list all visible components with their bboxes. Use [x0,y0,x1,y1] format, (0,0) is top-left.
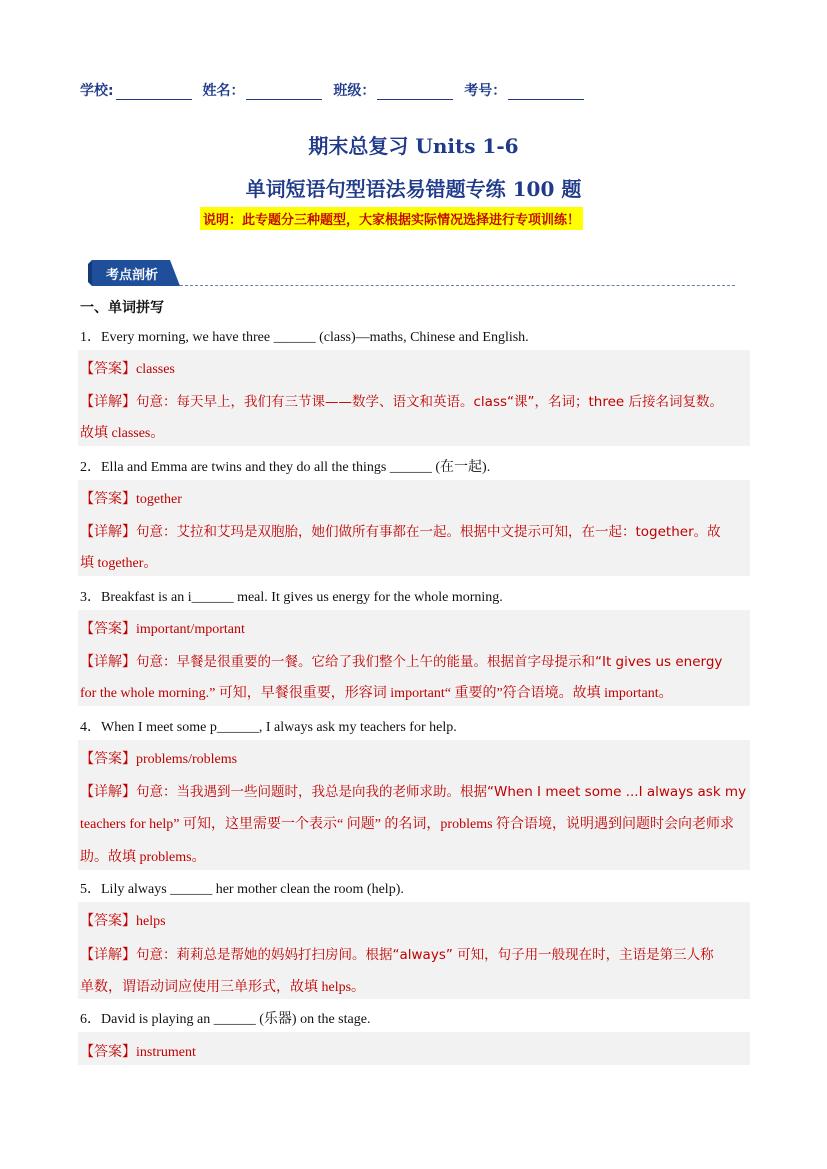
question-2: 2．Ella and Emma are twins and they do all the things ______ (在一起). [80,460,491,475]
question-3: 3．Breakfast is an i______ meal. It gives us energy for the whole morning. [80,590,503,605]
school-blank[interactable] [116,84,192,100]
explanation-text: 句意：莉莉总是帮她的妈妈打扫房间。根据“always” 可知，句子用一般现在时，主语是第三人称 [136,947,714,963]
answer-2 [80,488,182,508]
name-blank[interactable] [246,84,322,100]
question-4: 4．When I meet some p______, I always ask my teachers for help. [80,720,457,735]
school-label: 学校: [80,83,114,99]
explanation-2-line-2: 填 together。 [80,556,158,571]
section-divider [180,285,735,286]
answer-1 [80,358,175,378]
answer-5 [80,910,166,930]
explanation-1-line-1 [80,390,723,411]
explanation-tag: 【详解】 [80,784,136,800]
explanation-4-line-2: teachers for help” 可知，这里需要一个表示“ 问题” 的名词，problems 符合语境，说明遇到问题时会向老师求 [80,817,735,832]
question-5: 5．Lily always ______ her mother clean the room (help). [80,882,404,897]
class-blank[interactable] [377,84,453,100]
explanation-3-line-1 [80,650,722,671]
explanation-2-line-1 [80,520,721,541]
explanation-5-line-1 [80,943,714,964]
instruction-note: 说明：此专题分三种题型，大家根据实际情况选择进行专项训练！ [200,207,583,230]
answer-value: problems/roblems [136,752,238,767]
page-title: 期末总复习 Units 1-6 [308,134,519,158]
answer-tag: 【答案】 [80,361,136,377]
explanation-1-line-2: 故填 classes。 [80,426,165,441]
exam-number-label: 考号： [464,83,507,99]
explanation-text: 句意：早餐是很重要的一餐。它给了我们整个上午的能量。根据首字母提示和“It gives us energy [136,654,723,670]
question-6: 6．David is playing an ______ (乐器) on the stage. [80,1012,371,1027]
answer-3 [80,618,245,638]
section-tab [88,258,180,286]
exam-number-blank[interactable] [508,84,584,100]
explanation-text: 句意：艾拉和艾玛是双胞胎，她们做所有事都在一起。根据中文提示可知，在一起：together。故 [136,524,721,540]
answer-value: helps [136,914,166,929]
answer-tag: 【答案】 [80,491,136,507]
answer-value: instrument [136,1045,196,1060]
answer-tag: 【答案】 [80,1044,136,1060]
explanation-text: 句意：每天早上，我们有三节课——数学、语文和英语。class“课”，名词；three 后接名词复数。 [136,394,724,410]
question-1: 1．Every morning, we have three ______ (class)—maths, Chinese and English. [80,330,529,345]
section-heading: 一、单词拼写 [80,300,164,316]
explanation-tag: 【详解】 [80,394,136,410]
answer-value: together [136,492,182,507]
student-info-line [80,80,590,100]
explanation-tag: 【详解】 [80,654,136,670]
class-label: 班级： [333,83,376,99]
answer-value: important/mportant [136,622,245,637]
answer-tag: 【答案】 [80,751,136,767]
answer-tag: 【答案】 [80,913,136,929]
answer-tag: 【答案】 [80,621,136,637]
section-tab-label: 考点剖析 [106,268,159,283]
page-subtitle: 单词短语句型语法易错题专练 100 题 [245,177,582,201]
explanation-4-line-1 [80,780,746,801]
explanation-text: 句意：当我遇到一些问题时，我总是向我的老师求助。根据“When I meet some ...I always ask my [136,784,747,800]
explanation-tag: 【详解】 [80,524,136,540]
explanation-tag: 【详解】 [80,947,136,963]
explanation-4-line-3: 助。故填 problems。 [80,850,206,865]
explanation-5-line-2: 单数，谓语动词应使用三单形式，故填 helps。 [80,980,366,995]
answer-value: classes [136,362,175,377]
answer-6 [80,1041,196,1061]
answer-4 [80,748,237,768]
explanation-3-line-2: for the whole morning.” 可知，早餐很重要，形容词 important“ 重要的”符合语境。故填 important。 [80,686,673,701]
name-label: 姓名： [202,83,245,99]
